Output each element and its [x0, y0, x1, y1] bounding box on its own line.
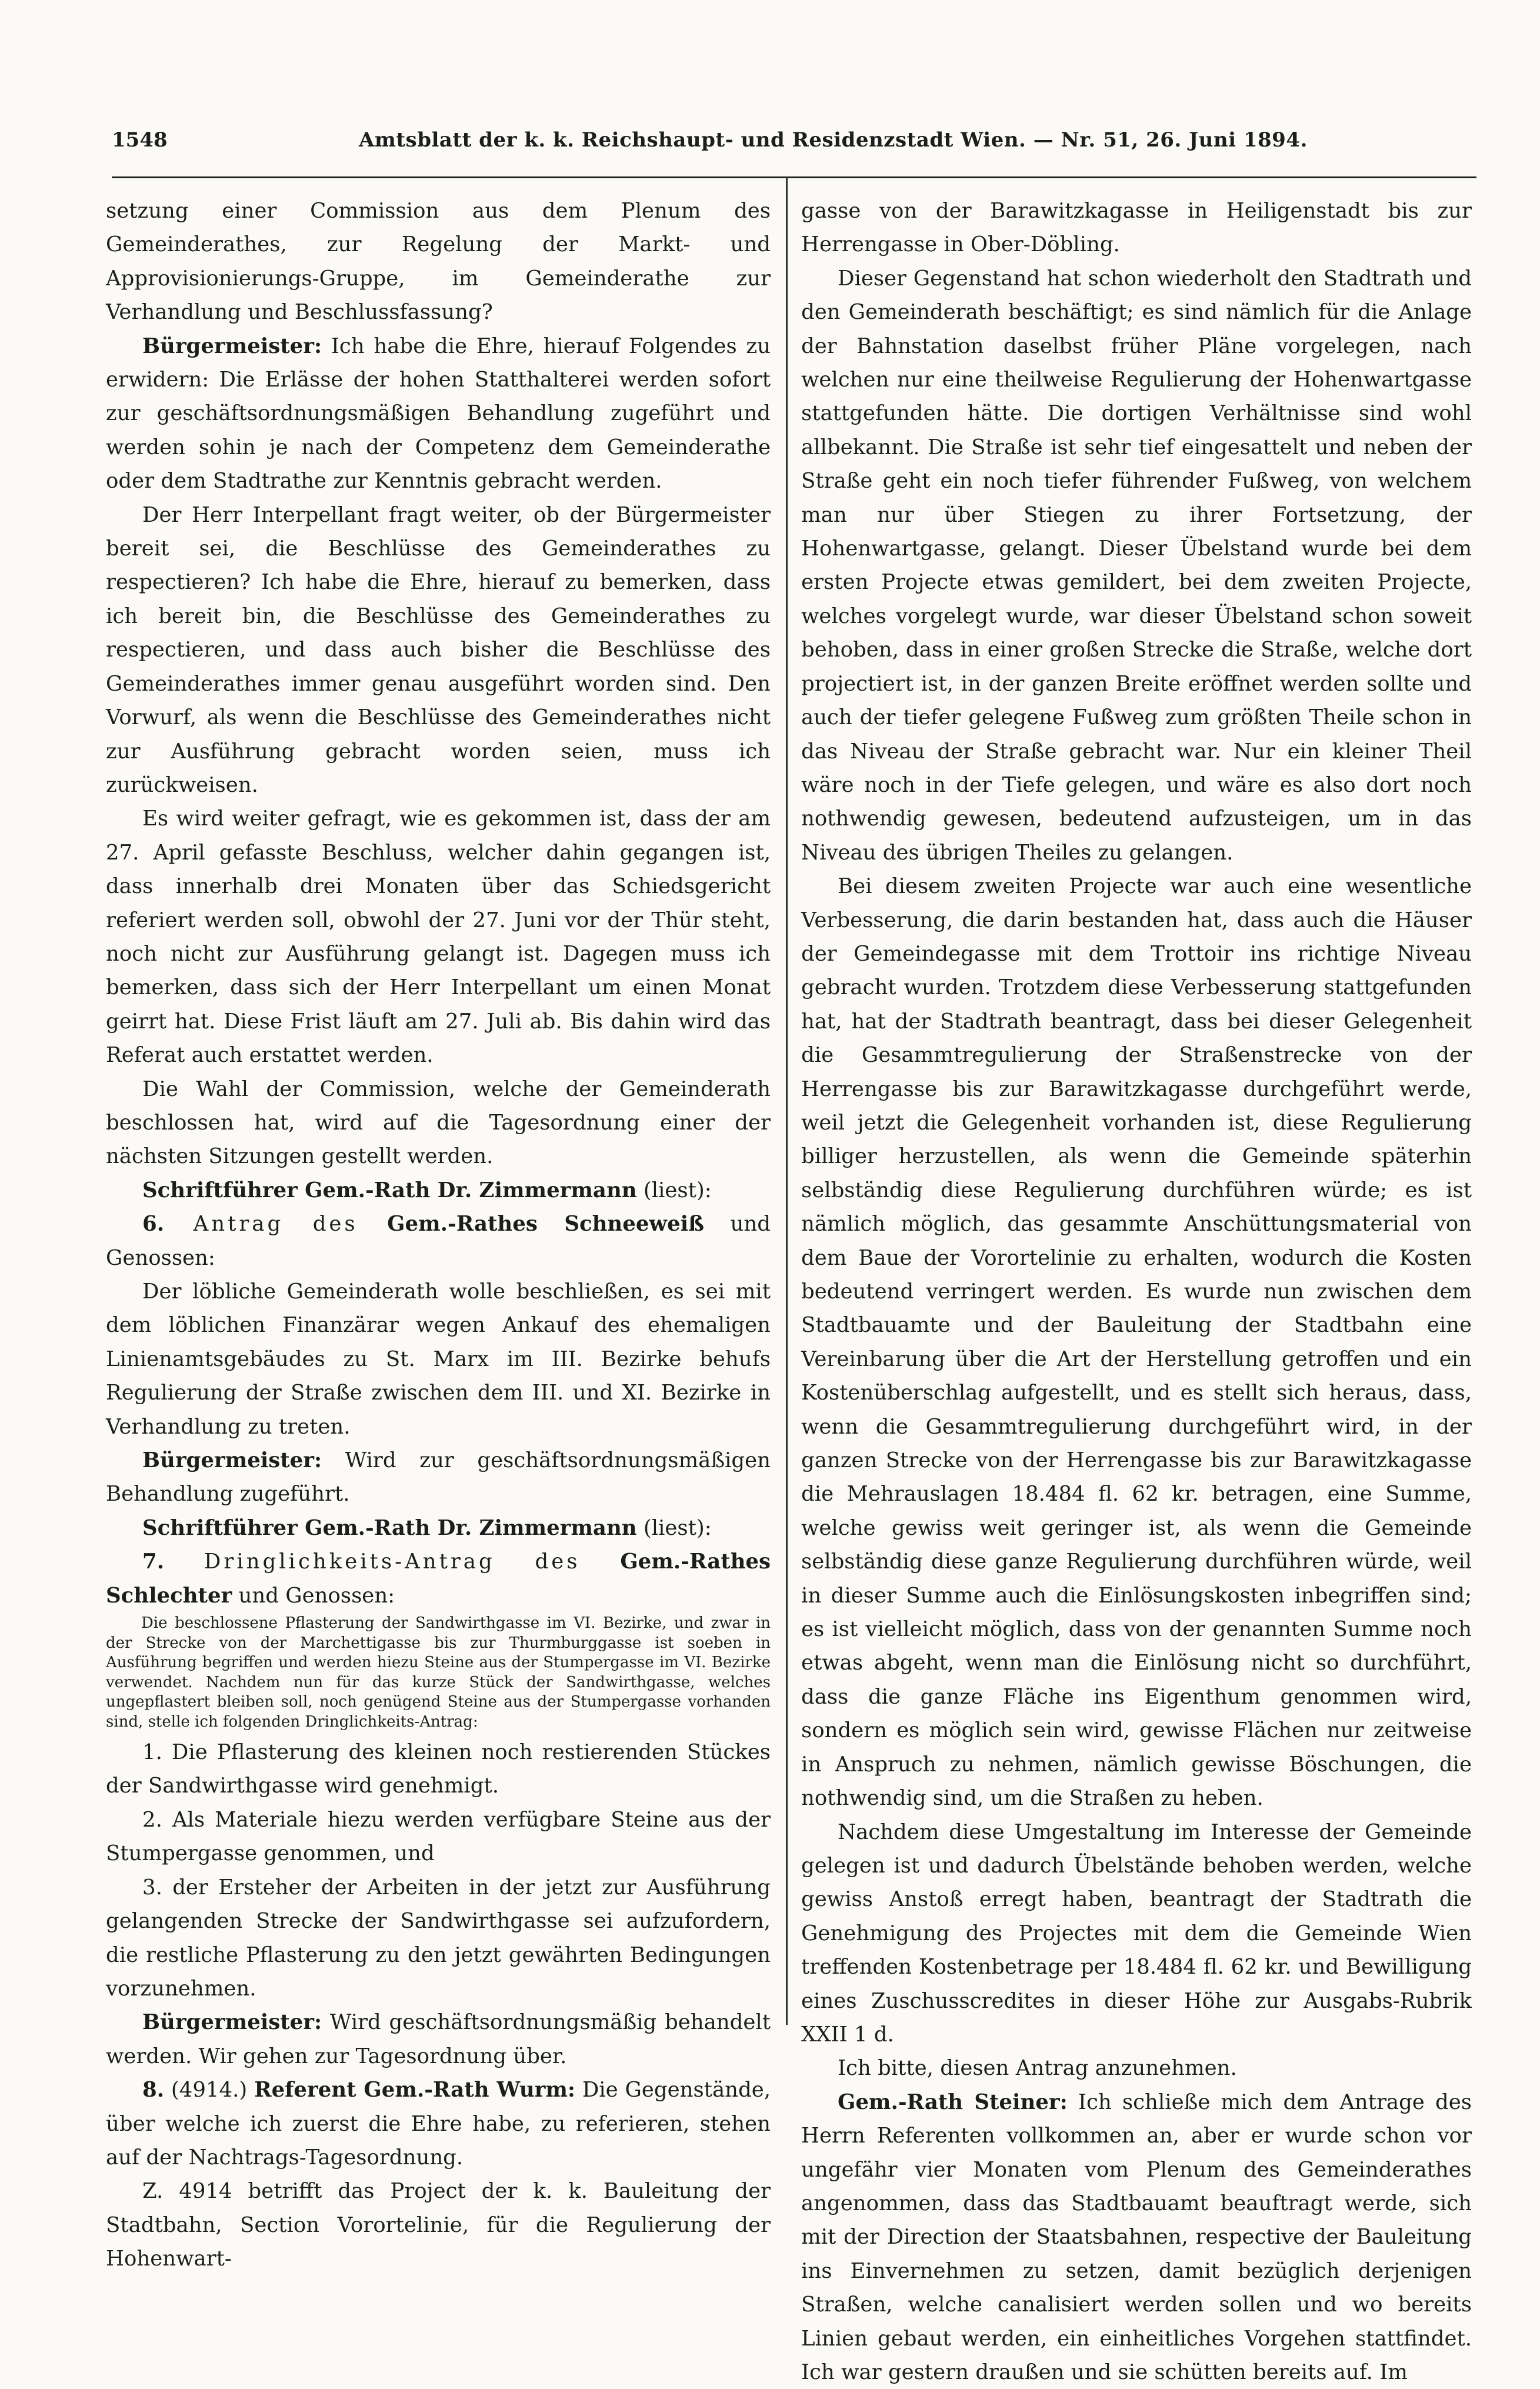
- paragraph-text: Ich habe die Ehre, hierauf Folgendes zu erwidern: Die Erlässe der hohen Statthalterei werden sofort zur geschäftsordnungsmäßigen Behandlung zugeführt und werden sohin je nach der Competenz dem Gemeinderathe oder dem Stadtrathe zur Kenntnis gebracht werden.: [106, 334, 771, 494]
- paragraph-text: Wird geschäftsordnungsmäßig behandelt werden. Wir gehen zur Tagesordnung über.: [106, 2010, 771, 2068]
- item-number: 6.: [142, 1212, 165, 1237]
- paragraph-text: Wird zur geschäftsordnungsmäßigen Behandlung zugeführt.: [106, 1448, 771, 1507]
- item-number: 7.: [142, 1550, 165, 1574]
- paragraph: [106, 2073, 771, 2174]
- speaker: Schriftführer Gem.-Rath Dr. Zimmermann: [142, 1178, 637, 1202]
- paragraph: Nachdem diese Umgestaltung im Interesse der Gemeinde gelegen ist und dadurch Übelstände behoben werden, welche gewiss Anstoß erregt haben, beantragt der Stadtrath die Genehmigung des Projectes mit dem die Gemeinde Wien treffenden Kostenbetrage per 18.484 fl. 62 kr. und Bewilligung eines Zuschusscredites in dieser Höhe zur Ausgabs-Rubrik XXII 1 d.: [801, 1820, 1472, 2047]
- reference-number: (4914.): [164, 2078, 255, 2103]
- paragraph-text: und Genossen:: [106, 1212, 771, 1270]
- paragraph: [106, 1511, 771, 1545]
- paragraph: [106, 1444, 771, 1511]
- speaker: Bürgermeister:: [142, 1448, 322, 1473]
- paragraph-text: (liest):: [636, 1515, 712, 1540]
- speaker: Schriftführer Gem.-Rath Dr. Zimmermann: [142, 1515, 637, 1540]
- paragraph: [106, 1174, 771, 1207]
- paragraph: Es wird weiter gefragt, wie es gekommen ist, dass der am 27. April gefasste Beschluss, welcher dahin gegangen ist, dass innerhalb drei Monaten über das Schiedsgericht referiert werden soll, obwohl der 27. Juni vor der Thür steht, noch nicht zur Ausführung gelangt ist. Dagegen muss ich bemerken, dass sich der Herr Interpellant um einen Monat geirrt hat. Diese Frist läuft am 27. Juli ab. Bis dahin wird das Referat auch erstattet werden.: [106, 807, 771, 1068]
- paragraph: Dieser Gegenstand hat schon wiederholt den Stadtrath und den Gemeinderath beschäftigt; es sind nämlich für die Anlage der Bahnstation daselbst früher Pläne vorgelegen, nach welchen nur eine theilweise Regulierung der Hohenwartgasse stattgefunden hätte. Die dortigen Verhältnisse sind wohl allbekannt. Die Straße ist sehr tief eingesattelt und neben der Straße geht ein noch tiefer führender Fußweg, von welchem man nur über Stiegen zu ihrer Fortsetzung, der Hohenwartgasse, gelangt. Dieser Übelstand wurde bei dem ersten Projecte etwas gemildert, bei dem zweiten Projecte, welches vorgelegt wurde, war dieser Übelstand schon soweit behoben, dass in einer großen Strecke die Straße, welche dort projectiert ist, in der ganzen Breite eröffnet werden sollte und auch der tiefer gelegene Fußweg zum größten Theile schon in das Niveau der Straße gebracht war. Nur ein kleiner Theil wäre noch in der Tiefe gelegen, und wäre es also dort noch nothwendig gewesen, bedeutend aufzusteigen, um in das Niveau des übrigen Theiles zu gelangen.: [801, 266, 1472, 865]
- left-column: [106, 194, 771, 2276]
- item-number: 8.: [142, 2078, 165, 2103]
- paragraph: [106, 1545, 771, 1612]
- paragraph-text: und Genossen:: [232, 1583, 395, 1608]
- paragraph: Bei diesem zweiten Projecte war auch eine wesentliche Verbesserung, die darin bestanden hat, dass auch die Häuser der Gemeindegasse mit dem Trottoir ins richtige Niveau gebracht wurden. Trotzdem diese Verbesserung stattgefunden hat, hat der Stadtrath beantragt, dass bei dieser Gelegenheit die Gesammtregulierung der Straßenstrecke von der Herrengasse bis zur Barawitzkagasse durchgeführt werde, weil jetzt die Gelegenheit vorhanden ist, diese Regulierung billiger herzustellen, als wenn die Gemeinde späterhin selbständig diese Regulierung durchführen würde; es ist nämlich möglich, das gesammte Anschüttungsmaterial von dem Baue der Vorortelinie zu erhalten, wodurch die Kosten bedeutend verringert werden. Es wurde nun zwischen dem Stadtbauamte und der Bauleitung der Stadtbahn eine Vereinbarung über die Art der Herstellung getroffen und ein Kostenüberschlag aufgestellt, und es stellt sich heraus, dass, wenn die Gesammtregulierung durchgeführt wird, in der ganzen Strecke von der Herrengasse bis zur Barawitzkagasse die Mehrauslagen 18.484 fl. 62 kr. betragen, eine Summe, welche gewiss weit geringer ist, als wenn die Gemeinde selbständig diese ganze Regulierung durchführen würde, weil in dieser Summe auch die Einlösungskosten inbegriffen sind; es ist vielleicht möglich, dass von der genannten Summe noch etwas abgeht, wenn man die Einlösung nicht so durchführt, dass die ganze Fläche ins Eigenthum genommen wird, sondern es möglich sein wird, gewisse Flächen nur zeitweise in Anspruch zu nehmen, nämlich gewisse Böschungen, die nothwendig sind, um die Straßen zu heben.: [801, 874, 1472, 1811]
- header-rule: [112, 176, 1476, 178]
- paragraph: setzung einer Commission aus dem Plenum des Gemeinderathes, zur Regelung der Markt- und Approvisionierungs-Gruppe, im Gemeinderathe zur Verhandlung und Beschlussfassung?: [106, 199, 771, 325]
- column-divider: [786, 178, 788, 2025]
- paragraph: [106, 329, 771, 498]
- running-title: Amtsblatt der k. k. Reichshaupt- und Residenzstadt Wien. — Nr. 51, 26. Juni 1894.: [359, 128, 1308, 152]
- list-item: 2. Als Materiale hiezu werden verfügbare Steine aus der Stumpergasse genommen, und: [106, 1807, 771, 1866]
- paragraph: gasse von der Barawitzkagasse in Heiligenstadt bis zur Herrengasse in Ober-Döbling.: [801, 199, 1472, 257]
- paragraph: [106, 1207, 771, 1275]
- paragraph-text: Die Gegenstände, über welche ich zuerst die Ehre habe, zu referieren, stehen auf der Nachtrags-Tagesordnung.: [106, 2078, 771, 2170]
- proposer: Gem.-Rathes Schlechter: [106, 1550, 771, 1608]
- speaker: Bürgermeister:: [142, 334, 322, 358]
- paragraph: Die Wahl der Commission, welche der Gemeinderath beschlossen hat, wird auf die Tagesordnung einer der nächsten Sitzungen gestellt werden.: [106, 1077, 771, 1169]
- antrag-label: Antrag des: [164, 1212, 388, 1237]
- list-item: 1. Die Pflasterung des kleinen noch restierenden Stückes der Sandwirthgasse wird genehmigt.: [106, 1740, 771, 1798]
- right-column: [801, 194, 1472, 2389]
- page-number: 1548: [112, 128, 168, 152]
- antrag-label: Dringlichkeits-Antrag des: [164, 1550, 621, 1574]
- paragraph: [801, 2085, 1472, 2389]
- speaker: Bürgermeister:: [142, 2010, 322, 2035]
- paragraph: Ich bitte, diesen Antrag anzunehmen.: [838, 2056, 1237, 2081]
- list-item: 3. der Ersteher der Arbeiten in der jetzt zur Ausführung gelangenden Strecke der Sandwirthgasse sei aufzufordern, die restliche Pflasterung zu den jetzt gewährten Bedingungen vorzunehmen.: [106, 1875, 771, 2001]
- paragraph: Z. 4914 betrifft das Project der k. k. Bauleitung der Stadtbahn, Section Vorortelinie, für die Regulierung der Hohenwart-: [106, 2179, 771, 2271]
- speaker: Referent Gem.-Rath Wurm:: [254, 2078, 576, 2103]
- paragraph-text: (liest):: [636, 1178, 712, 1202]
- paragraph: [106, 2005, 771, 2073]
- page-header: [112, 122, 1476, 158]
- paragraph-text: Ich schließe mich dem Antrage des Herrn Referenten vollkommen an, aber er wurde schon vor ungefähr vier Monaten vom Plenum des Gemeinderathes angenommen, dass das Stadtbauamt beauftragt werde, sich mit der Direction der Staatsbahnen, respective der Bauleitung ins Einvernehmen zu setzen, damit bezüglich derjenigen Straßen, welche canalisiert werden sollen und wo bereits Linien gebaut werden, ein einheitliches Vorgehen stattfindet. Ich war gestern draußen und sie schütten bereits auf. Im: [801, 2090, 1472, 2384]
- quoted-motion: Die beschlossene Pflasterung der Sandwirthgasse im VI. Bezirke, und zwar in der Strecke von der Marchettigasse bis zur Thurmburggasse ist soeben in Ausführung begriffen und werden hiezu Steine aus der Stumpergasse im VI. Bezirke verwendet. Nachdem nun für das kurze Stück der Sandwirthgasse, welches ungepflastert bleiben soll, noch genügend Steine aus der Stumpergasse vorhanden sind, stelle ich folgenden Dringlichkeits-Antrag:: [106, 1614, 771, 1731]
- paragraph: Der löbliche Gemeinderath wolle beschließen, es sei mit dem löblichen Finanzärar wegen Ankauf des ehemaligen Linienamtsgebäudes zu St. Marx im III. Bezirke behufs Regulierung der Straße zwischen dem III. und XI. Bezirke in Verhandlung zu treten.: [106, 1280, 771, 1439]
- speaker: Gem.-Rath Steiner:: [838, 2090, 1068, 2114]
- proposer: Gem.-Rathes Schneeweiß: [387, 1212, 705, 1237]
- paragraph: Der Herr Interpellant fragt weiter, ob der Bürgermeister bereit sei, die Beschlüsse des Gemeinderathes zu respectieren? Ich habe die Ehre, hierauf zu bemerken, dass ich bereit bin, die Beschlüsse des Gemeinderathes zu respectieren, und dass auch bisher die Beschlüsse des Gemeinderathes immer genau ausgeführt worden sind. Den Vorwurf, als wenn die Beschlüsse des Gemeinderathes nicht zur Ausführung gebracht worden seien, muss ich zurückweisen.: [106, 502, 771, 797]
